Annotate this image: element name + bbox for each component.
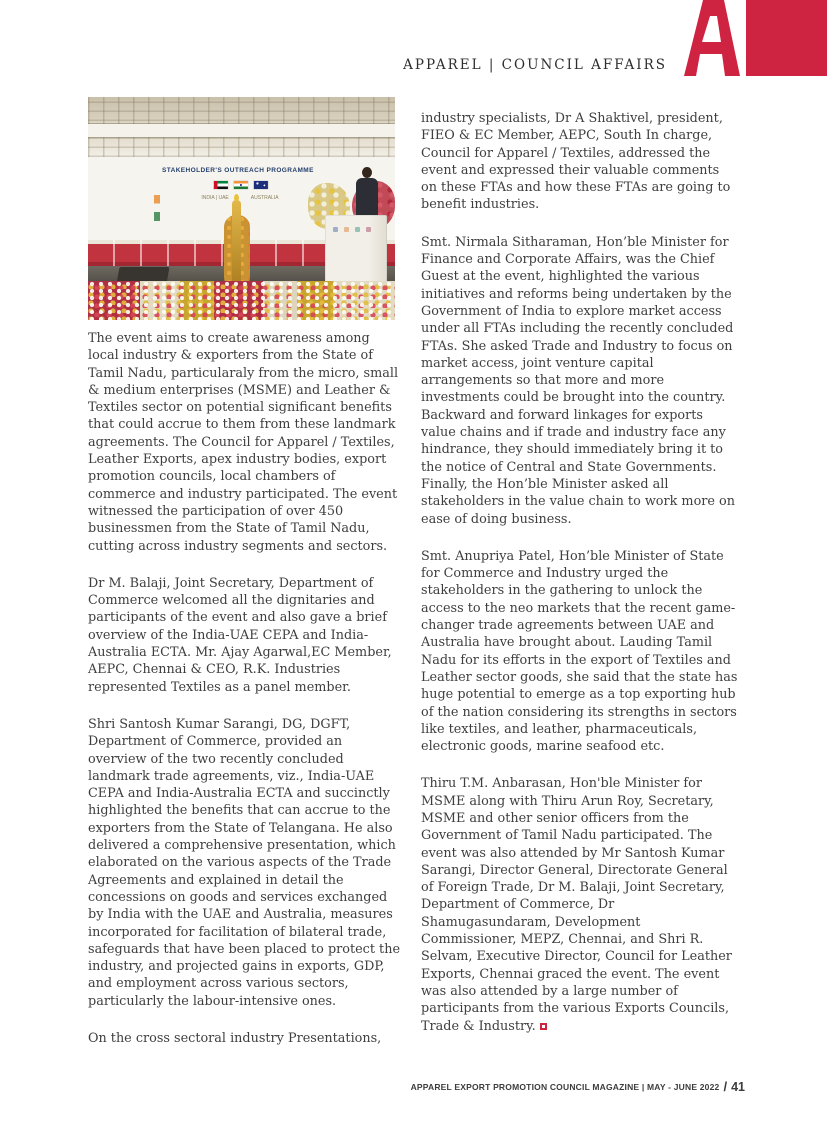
apparel-a-logo-icon	[672, 0, 827, 96]
paragraph: Dr M. Balaji, Joint Secretary, Department of Commerce welcomed all the dignitaries and participants of the event and also gave a brief overview of the India-UAE CEPA and India-Australia ECTA. Mr. Ajay Agarwal,EC Member, AEPC, Chennai & CEO, R.K. Industries represented Textiles as a panel member.	[88, 575, 392, 695]
page-footer	[411, 1079, 745, 1094]
photo-flags	[213, 181, 267, 189]
photo-caption-australia: AUSTRALIA	[250, 195, 279, 201]
paragraph: industry specialists, Dr A Shaktivel, president, FIEO & EC Member, AEPC, South In charge, Council for Apparel / Textiles, addressed the event and expressed their valuable comments on these FTAs and how these FTAs are going to benefit industries.	[421, 111, 731, 213]
paragraph	[421, 775, 739, 1034]
section-header: APPAREL | COUNCIL AFFAIRS	[403, 57, 667, 73]
photo-banner-captions	[201, 195, 278, 201]
paragraph: On the cross sectoral industry Presentations,	[88, 1030, 382, 1046]
paragraph: Smt. Anupriya Patel, Hon’ble Minister of State for Commerce and Industry urged the stakeholders in the gathering to unlock the access to the neo markets that the recent game-changer trade agreements between UAE and Australia have brought about. Lauding Tamil Nadu for its efforts in the export of Textiles and Leather sector goods, she said that the state has huge potential to emerge as a top exporting hub of the nation considering its strengths in sectors like textiles, and leather, pharmaceuticals, electronic goods, marine seafood etc.	[421, 548, 738, 755]
footer-separator: /	[723, 1079, 728, 1094]
article-right-column	[421, 110, 739, 1035]
lamp-flame-icon	[234, 194, 239, 201]
magazine-title: APPAREL EXPORT PROMOTION COUNCIL MAGAZINE | MAY - JUNE 2022	[410, 1081, 720, 1092]
page-number: 41	[731, 1079, 745, 1094]
article-end-mark-icon	[540, 1023, 547, 1030]
paragraph: Shri Santosh Kumar Sarangi, DG, DGFT, Department of Commerce, provided an overview of the two recently concluded landmark trade agreements, viz., India-UAE CEPA and India-Australia ECTA and succinctly highlighted the benefits that can accrue to the exporters from the State of Telangana. He also delivered a comprehensive presentation, which elaborated on the various aspects of the Trade Agreements and explained in detail the concessions on goods and services exchanged by India with the UAE and Australia, measures incorporated for facilitation of bilateral trade, safeguards that have been placed to protect the industry, and projected gains in exports, GDP, and employment across various sectors, particularly the labour-intensive ones.	[88, 716, 401, 1009]
article-left-column	[88, 330, 404, 1047]
photo-flower-bed	[88, 281, 395, 320]
photo-ceiling-truss	[88, 124, 395, 137]
speaker-head	[362, 167, 372, 178]
india-flag-icon	[233, 181, 247, 189]
event-photo	[88, 97, 395, 320]
photo-banner-title: STAKEHOLDER'S OUTREACH PROGRAMME	[161, 167, 314, 174]
photo-caption-india-uae: INDIA | UAE	[201, 195, 229, 201]
paragraph: The event aims to create awareness among local industry & exporters from the State of Tamil Nadu, particularaly from the micro, small & medium enterprises (MSME) and Leather & Textiles sector on potential significant benefits that could accrue to them from these landmark agreements. The Council for Apparel / Textiles, Leather Exports, apex industry bodies, export promotion councils, local chambers of commerce and industry participated. The event witnessed the participation of over 450 businessmen from the State of Tamil Nadu, cutting across industry segments and sectors.	[88, 331, 399, 554]
podium-logos	[333, 227, 379, 232]
ceremonial-lamp-icon	[232, 200, 241, 292]
speaker-body	[356, 178, 378, 218]
australia-flag-icon	[253, 181, 267, 189]
paragraph: Smt. Nirmala Sitharaman, Hon’ble Minister for Finance and Corporate Affairs, was the Chief Guest at the event, highlighted the various initiatives and reforms being undertaken by the Government of India to explore market access under all FTAs including the recently concluded FTAs. She asked Trade and Industry to focus on market access, joint venture capital arrangements so that more and more investments could be brought into the country. Backward and forward linkages for exports value chains and if trade and industry face any hindrance, they should immediately bring it to the notice of Central and State Governments. Finally, the Hon’ble Minister asked all stakeholders in the value chain to work more on ease of doing business.	[421, 234, 735, 527]
paragraph-text: Thiru T.M. Anbarasan, Hon'ble Minister for MSME along with Thiru Arun Roy, Secretary, MSME and other senior officers from the Government of Tamil Nadu participated. The event was also attended by Mr Santosh Kumar Sarangi, Director General, Directorate General of Foreign Trade, Dr M. Balaji, Joint Secretary, Department of Commerce, Dr Shamugasundaram, Development Commissioner, MEPZ, Chennai, and Shri R. Selvam, Executive Director, Council for Leather Exports, Chennai graced the event. The event was also attended by a large number of participants from the various Exports Councils, Trade & Industry.	[421, 776, 732, 1034]
uae-flag-icon	[213, 181, 227, 189]
